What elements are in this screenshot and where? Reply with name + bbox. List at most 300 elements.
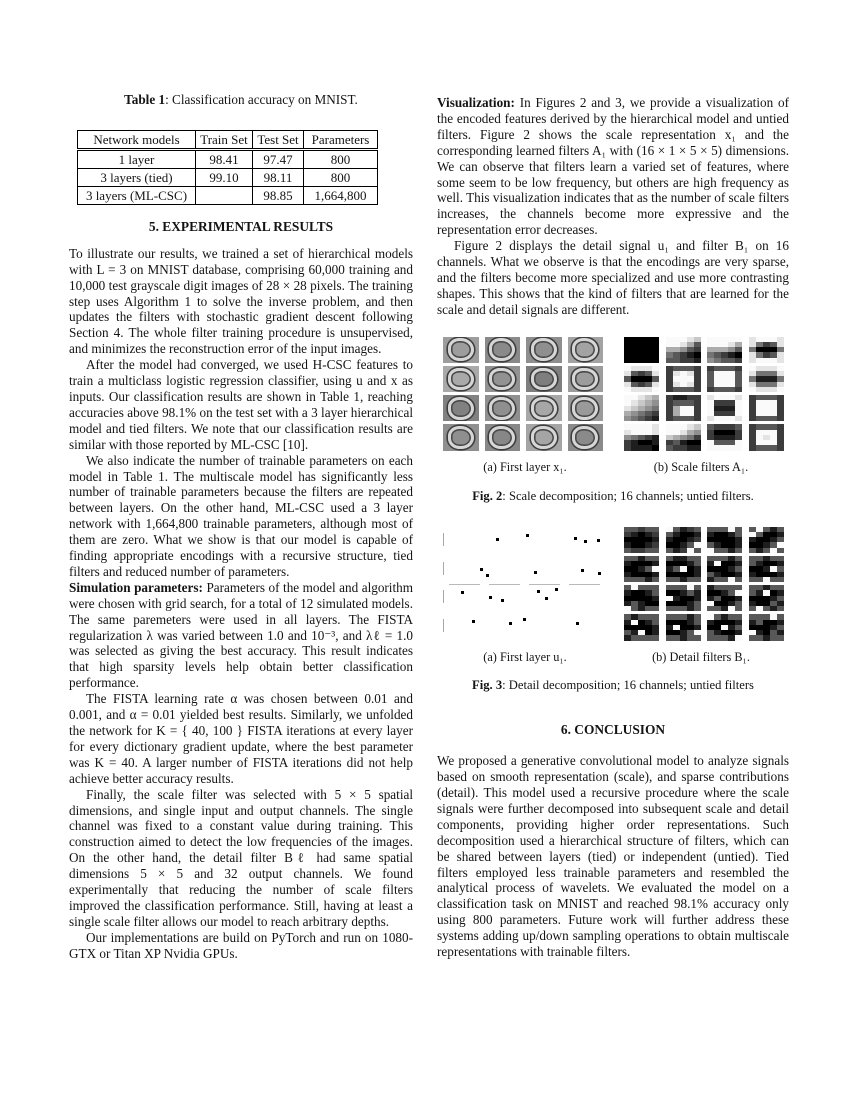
filter-pixel: [777, 548, 784, 553]
filter-pixel: [728, 635, 735, 640]
simulation-parameters-lead: Simulation parameters:: [69, 579, 203, 595]
cell-params: 800: [304, 149, 378, 168]
cell-test: 98.85: [253, 186, 304, 204]
filter-patch: [624, 366, 660, 392]
filter-pixel: [735, 416, 742, 421]
filter-pixel: [673, 635, 680, 640]
filter-pixel: [680, 635, 687, 640]
cell-params: 1,664,800: [304, 186, 378, 204]
filter-pixel: [680, 577, 687, 582]
digit-ring: [489, 426, 515, 449]
filter-pixel: [645, 358, 652, 363]
digit-cell: [443, 424, 479, 450]
filter-pixel: [638, 548, 645, 553]
filter-pixel: [728, 577, 735, 582]
cell-train: [196, 186, 253, 204]
fig2-caption-label: Fig. 2: [472, 488, 503, 503]
axis-tick: [443, 533, 444, 546]
col-header-network-models: Network models: [78, 130, 196, 149]
digit-ring: [448, 397, 474, 420]
filter-pixel: [638, 445, 645, 450]
filter-pixel: [770, 606, 777, 611]
filter-pixel: [631, 577, 638, 582]
filter-pixel: [721, 416, 728, 421]
filter-pixel: [624, 445, 631, 450]
filter-pixel: [666, 445, 673, 450]
paragraph-experiments-2: After the model had converged, we used H-CSC features to train a multiclass logistic regression classifier, using u and x as inputs. Our classification results are shown in Table 1, reaching accuracies above 98.1% on the test set with a 3 layer hierarchical model and tied filters. We note that our classification results are similar with those reported by ML-CSC [10].: [69, 357, 413, 452]
digit-cell: [568, 337, 604, 363]
filter-patch: [666, 337, 702, 363]
filter-patch: [624, 614, 660, 640]
digit-ring: [572, 397, 598, 420]
table-1-caption-text: : Classification accuracy on MNIST.: [165, 92, 358, 107]
filter-pixel: [735, 635, 742, 640]
sparse-dot: [598, 572, 601, 575]
filter-pixel: [735, 577, 742, 582]
axis-line: [489, 584, 519, 585]
filter-pixel: [721, 577, 728, 582]
filter-patch: [666, 527, 702, 553]
filter-pixel: [666, 577, 673, 582]
fig2-first-layer-x1-image: [443, 337, 603, 451]
sparse-dot: [472, 620, 475, 623]
filter-pixel: [728, 445, 735, 450]
paragraph-implementation: Our implementations are build on PyTorch and run on 1080-GTX or Titan XP Nvidia GPUs.: [69, 929, 413, 961]
filter-pixel: [666, 358, 673, 363]
cell-train: 98.41: [196, 149, 253, 168]
filter-pixel: [666, 416, 673, 421]
filter-pixel: [680, 445, 687, 450]
digit-ring: [448, 426, 474, 449]
filter-patch: [666, 614, 702, 640]
filter-patch: [707, 527, 743, 553]
filter-pixel: [638, 606, 645, 611]
filter-patch: [707, 395, 743, 421]
filter-pixel: [673, 548, 680, 553]
sparse-dot: [537, 590, 540, 593]
filter-patch: [749, 395, 785, 421]
filter-pixel: [749, 635, 756, 640]
figure-2-subcaptions: [437, 460, 789, 476]
filter-pixel: [694, 445, 701, 450]
filter-pixel: [707, 606, 714, 611]
section-5-heading: 5. EXPERIMENTAL RESULTS: [148, 218, 334, 234]
table-row: [78, 186, 378, 204]
axis-line: [449, 584, 479, 585]
filter-patch: [666, 556, 702, 582]
digit-ring: [531, 426, 557, 449]
filter-patch: [749, 424, 785, 450]
table-1-caption-label: Table 1: [124, 92, 166, 107]
filter-pixel: [694, 387, 701, 392]
filter-pixel: [721, 635, 728, 640]
filter-pixel: [707, 416, 714, 421]
filter-pixel: [763, 358, 770, 363]
filter-patch: [624, 424, 660, 450]
col-header-test-set: Test Set: [253, 130, 304, 149]
filter-pixel: [763, 416, 770, 421]
paragraph-conclusion: We proposed a generative convolutional model to analyze signals based on smooth representation (scale), and sparse contributions (detail). This model used a recursive procedure where the scale signals were further decomposed into subsequent scale and detail components, providing higher order representations. Such decomposition used a hierarchical structure of filters, which can be shared between layers (tied) or independent (untied). Tied filters employed less trainable parameters and resembled the analytical process of wavelets. We evaluated the model on a classification task on MNIST and reached 98.1% accuracy only using 800 parameters. Future work will further address these systems adding up/down sampling operations to obtain multiscale representations with trainable filters.: [437, 753, 789, 960]
fig3-detail-filters-b1-image: [624, 527, 784, 641]
fig2-subcaption-a: (a) First layer x₁.: [483, 459, 567, 474]
figure-2: [437, 337, 789, 505]
filter-pixel: [631, 635, 638, 640]
filter-pixel: [680, 358, 687, 363]
filter-pixel: [770, 416, 777, 421]
digit-ring: [489, 397, 515, 420]
digit-cell: [443, 337, 479, 363]
filter-pixel: [645, 606, 652, 611]
filter-pixel: [673, 387, 680, 392]
figure-2-caption: [437, 489, 789, 505]
sparse-dot: [509, 622, 512, 625]
filter-pixel: [777, 606, 784, 611]
filter-patch: [749, 527, 785, 553]
filter-pixel: [756, 416, 763, 421]
filter-pixel: [645, 416, 652, 421]
filter-pixel: [673, 577, 680, 582]
right-column: [437, 95, 789, 960]
cell-test: 97.47: [253, 149, 304, 168]
cell-model: 1 layer: [78, 149, 196, 168]
filter-patch: [666, 395, 702, 421]
filter-patch: [666, 585, 702, 611]
fig3-subcaption-a: (a) First layer u₁.: [483, 649, 567, 664]
axis-line: [569, 584, 599, 585]
filter-pixel: [624, 387, 631, 392]
filter-patch: [624, 395, 660, 421]
paragraph-simulation-parameters: [69, 580, 413, 691]
sparse-dot: [534, 571, 537, 574]
filter-pixel: [735, 358, 742, 363]
filter-pixel: [680, 416, 687, 421]
filter-pixel: [721, 606, 728, 611]
digit-cell: [568, 395, 604, 421]
filter-pixel: [624, 358, 631, 363]
filter-pixel: [770, 387, 777, 392]
filter-pixel: [735, 548, 742, 553]
filter-pixel: [652, 416, 659, 421]
paragraph-experiments-3: We also indicate the number of trainable parameters on each model in Table 1. The multiscale model has significantly less number of trainable parameters because the filters are repeated between layers. On the other hand, ML-CSC used a 3 layer network with 1,664,800 trainable parameters, although most of them are zero. What we show is that our model is capable of finding appropriate encodings with a recursive structure, tied filters and reduced number of parameters.: [69, 452, 413, 579]
filter-pixel: [673, 606, 680, 611]
sparse-dot: [584, 540, 587, 543]
digit-ring: [531, 397, 557, 420]
filter-pixel: [631, 445, 638, 450]
filter-pixel: [631, 358, 638, 363]
sparse-dot: [555, 588, 558, 591]
digit-cell: [526, 337, 562, 363]
filter-pixel: [714, 606, 721, 611]
filter-pixel: [680, 387, 687, 392]
filter-pixel: [735, 606, 742, 611]
axis-tick: [443, 590, 444, 603]
filter-pixel: [631, 416, 638, 421]
filter-pixel: [749, 416, 756, 421]
paragraph-fista-rate: The FISTA learning rate α was chosen between 0.01 and 0.001, and α = 0.01 yielded best results. Similarly, we unfolded the network for K = { 40, 100 } FISTA iterations at every layer for every dictionary gradient update, where the best parameter was K = 40. A larger number of FISTA iterations did not help achieve better accuracy results.: [69, 691, 413, 786]
filter-pixel: [645, 548, 652, 553]
filter-patch: [749, 614, 785, 640]
digit-cell: [443, 395, 479, 421]
filter-pixel: [687, 416, 694, 421]
left-column: [69, 92, 413, 962]
filter-pixel: [728, 606, 735, 611]
filter-pixel: [694, 416, 701, 421]
filter-pixel: [645, 635, 652, 640]
col-header-train-set: Train Set: [196, 130, 253, 149]
filter-pixel: [714, 416, 721, 421]
filter-pixel: [749, 445, 756, 450]
filter-patch: [707, 337, 743, 363]
sparse-dot: [489, 596, 492, 599]
figure-2-panels: [437, 337, 789, 451]
filter-pixel: [624, 548, 631, 553]
filter-pixel: [687, 358, 694, 363]
filter-pixel: [687, 635, 694, 640]
filter-pixel: [770, 445, 777, 450]
filter-pixel: [666, 548, 673, 553]
filter-pixel: [756, 358, 763, 363]
filter-pixel: [721, 358, 728, 363]
sparse-dot: [461, 591, 464, 594]
filter-pixel: [707, 387, 714, 392]
figure-3-subcaptions: [437, 650, 789, 666]
filter-pixel: [735, 387, 742, 392]
col-header-parameters: Parameters: [304, 130, 378, 149]
digit-ring: [448, 338, 474, 361]
filter-pixel: [652, 358, 659, 363]
filter-patch: [707, 614, 743, 640]
filter-pixel: [652, 606, 659, 611]
table-row: [78, 149, 378, 168]
fig2-scale-filters-a1-image: [624, 337, 784, 451]
filter-pixel: [763, 606, 770, 611]
fig3-first-layer-u1-image: [443, 527, 603, 641]
filter-pixel: [652, 635, 659, 640]
filter-pixel: [749, 577, 756, 582]
filter-pixel: [749, 606, 756, 611]
section-6-heading: 6. CONCLUSION: [560, 722, 666, 738]
paragraph-visualization: [437, 95, 789, 238]
filter-pixel: [714, 577, 721, 582]
filter-pixel: [673, 358, 680, 363]
filter-pixel: [707, 548, 714, 553]
filter-patch: [749, 556, 785, 582]
filter-pixel: [652, 445, 659, 450]
filter-pixel: [721, 548, 728, 553]
digit-cell: [485, 424, 521, 450]
filter-pixel: [680, 548, 687, 553]
digit-ring: [448, 368, 474, 391]
table-1-caption: [69, 92, 413, 108]
filter-pixel: [694, 606, 701, 611]
filter-pixel: [756, 577, 763, 582]
figure-3-panels: [437, 527, 789, 641]
fig3-subcaption-b: (b) Detail filters B₁.: [652, 649, 750, 664]
filter-pixel: [770, 635, 777, 640]
sparse-dot: [526, 534, 529, 537]
filter-pixel: [673, 416, 680, 421]
figure-3: [437, 527, 789, 695]
filter-pixel: [624, 416, 631, 421]
classification-results-table: [77, 130, 378, 205]
digit-ring: [572, 426, 598, 449]
fig2-subcaption-b: (b) Scale filters A₁.: [653, 459, 749, 474]
filter-pixel: [645, 445, 652, 450]
filter-pixel: [714, 635, 721, 640]
visualization-text: In Figures 2 and 3, we provide a visualization of the encoded features derived by the hierarchical model and untied filters. Figure 2 shows the scale representation x₁ and the corresponding learned filters A₁ with (16 × 1 × 5 × 5) dimensions. We can observe that filters learn a varied set of features, where some seem to be low frequency, but others are high frequency as well. This visualization indicates that as the number of scale filters increases, the channels become more expressive and the representation error decreases.: [437, 95, 789, 238]
cell-model: 3 layers (ML-CSC): [78, 186, 196, 204]
filter-patch: [707, 366, 743, 392]
filter-patch: [707, 585, 743, 611]
filter-pixel: [638, 387, 645, 392]
filter-patch: [707, 556, 743, 582]
filter-pixel: [624, 606, 631, 611]
sparse-dot: [480, 568, 483, 571]
digit-cell: [485, 337, 521, 363]
filter-pixel: [638, 416, 645, 421]
table-header-row: [78, 130, 378, 149]
filter-pixel: [687, 387, 694, 392]
filter-pixel: [721, 387, 728, 392]
filter-pixel: [777, 358, 784, 363]
cell-model: 3 layers (tied): [78, 168, 196, 186]
filter-pixel: [666, 606, 673, 611]
axis-tick: [443, 562, 444, 575]
filter-pixel: [714, 358, 721, 363]
filter-pixel: [714, 548, 721, 553]
filter-pixel: [624, 635, 631, 640]
filter-pixel: [714, 387, 721, 392]
paragraph-scale-filter: Finally, the scale filter was selected with 5 × 5 spatial dimensions, and single input and output channels. The single channel was fixed to a constant value during training. This construction aimed to detect the low frequencies of the images. On the other hand, the detail filter Bℓ had same spatial dimensions 5 × 5 and 32 output channels. We found experimentally that reducing the number of scale filters improved the classification performance. Still, having at least a single scale filter allows our model to reach arbitrary depths.: [69, 786, 413, 929]
filter-pixel: [749, 358, 756, 363]
digit-cell: [568, 424, 604, 450]
filter-patch: [624, 585, 660, 611]
filter-pixel: [756, 635, 763, 640]
filter-pixel: [770, 577, 777, 582]
filter-pixel: [666, 387, 673, 392]
filter-pixel: [763, 635, 770, 640]
filter-pixel: [735, 445, 742, 450]
digit-ring: [572, 368, 598, 391]
digit-cell: [526, 366, 562, 392]
cell-train: 99.10: [196, 168, 253, 186]
paragraph-figure2-detail: Figure 2 displays the detail signal u₁ and filter B₁ on 16 channels. What we observe is that the encodings are very sparse, and the filters become more specialized and use more contrasting shapes. This shows that the kind of filters that are learned for the scale and detail signals are different.: [437, 238, 789, 317]
fig3-caption-label: Fig. 3: [472, 678, 503, 693]
filter-pixel: [728, 358, 735, 363]
filter-pixel: [721, 445, 728, 450]
sparse-dot: [574, 537, 577, 540]
digit-cell: [485, 366, 521, 392]
filter-pixel: [631, 548, 638, 553]
filter-pixel: [756, 606, 763, 611]
filter-pixel: [749, 387, 756, 392]
filter-pixel: [687, 548, 694, 553]
figure-3-caption: [437, 678, 789, 694]
digit-cell: [443, 366, 479, 392]
simulation-parameters-text: Parameters of the model and algorithm were chosen with grid search, for a total of 12 simulated models. The same paremeters were used in all layers. The FISTA regularization λ was varied between 1.0 and 10⁻³, and λℓ = 1.0 was selected as giving the best accuracy. This result indicates that high sparsity levels help obtain better classification performance.: [69, 579, 413, 691]
filter-pixel: [638, 358, 645, 363]
fig3-caption-text: : Detail decomposition; 16 channels; untied filters: [502, 678, 754, 693]
filter-patch: [624, 337, 660, 363]
filter-pixel: [777, 577, 784, 582]
filter-patch: [666, 424, 702, 450]
filter-patch: [624, 527, 660, 553]
sparse-dot: [523, 618, 526, 621]
filter-pixel: [777, 635, 784, 640]
axis-line: [529, 584, 559, 585]
filter-patch: [624, 556, 660, 582]
filter-pixel: [680, 606, 687, 611]
filter-pixel: [631, 606, 638, 611]
filter-pixel: [728, 548, 735, 553]
visualization-lead: Visualization:: [437, 95, 515, 110]
fig2-caption-text: : Scale decomposition; 16 channels; untied filters.: [502, 488, 754, 503]
filter-patch: [666, 366, 702, 392]
filter-pixel: [666, 635, 673, 640]
filter-pixel: [728, 416, 735, 421]
filter-patch: [749, 366, 785, 392]
filter-pixel: [707, 577, 714, 582]
filter-pixel: [694, 548, 701, 553]
filter-pixel: [728, 387, 735, 392]
cell-params: 800: [304, 168, 378, 186]
filter-pixel: [777, 387, 784, 392]
digit-cell: [485, 395, 521, 421]
filter-pixel: [638, 577, 645, 582]
filter-pixel: [714, 445, 721, 450]
filter-pixel: [707, 635, 714, 640]
filter-pixel: [707, 445, 714, 450]
filter-patch: [749, 585, 785, 611]
filter-pixel: [763, 387, 770, 392]
filter-patch: [707, 424, 743, 450]
filter-pixel: [756, 548, 763, 553]
sparse-dot: [486, 574, 489, 577]
filter-pixel: [687, 606, 694, 611]
filter-pixel: [652, 387, 659, 392]
filter-pixel: [777, 416, 784, 421]
table-row: [78, 168, 378, 186]
filter-pixel: [694, 635, 701, 640]
filter-pixel: [687, 577, 694, 582]
filter-pixel: [763, 548, 770, 553]
filter-pixel: [631, 387, 638, 392]
digit-cell: [526, 395, 562, 421]
digit-ring: [489, 368, 515, 391]
digit-cell: [568, 366, 604, 392]
filter-pixel: [652, 577, 659, 582]
filter-pixel: [652, 548, 659, 553]
filter-pixel: [763, 577, 770, 582]
filter-pixel: [694, 577, 701, 582]
axis-tick: [443, 619, 444, 632]
filter-pixel: [645, 577, 652, 582]
filter-pixel: [777, 445, 784, 450]
digit-ring: [572, 338, 598, 361]
filter-pixel: [763, 445, 770, 450]
digit-ring: [531, 338, 557, 361]
sparse-dot: [545, 597, 548, 600]
sparse-dot: [576, 622, 579, 625]
sparse-dot: [501, 599, 504, 602]
cell-test: 98.11: [253, 168, 304, 186]
filter-pixel: [687, 445, 694, 450]
digit-cell: [526, 424, 562, 450]
filter-pixel: [638, 635, 645, 640]
filter-pixel: [645, 387, 652, 392]
sparse-dot: [496, 538, 499, 541]
sparse-dot: [581, 569, 584, 572]
